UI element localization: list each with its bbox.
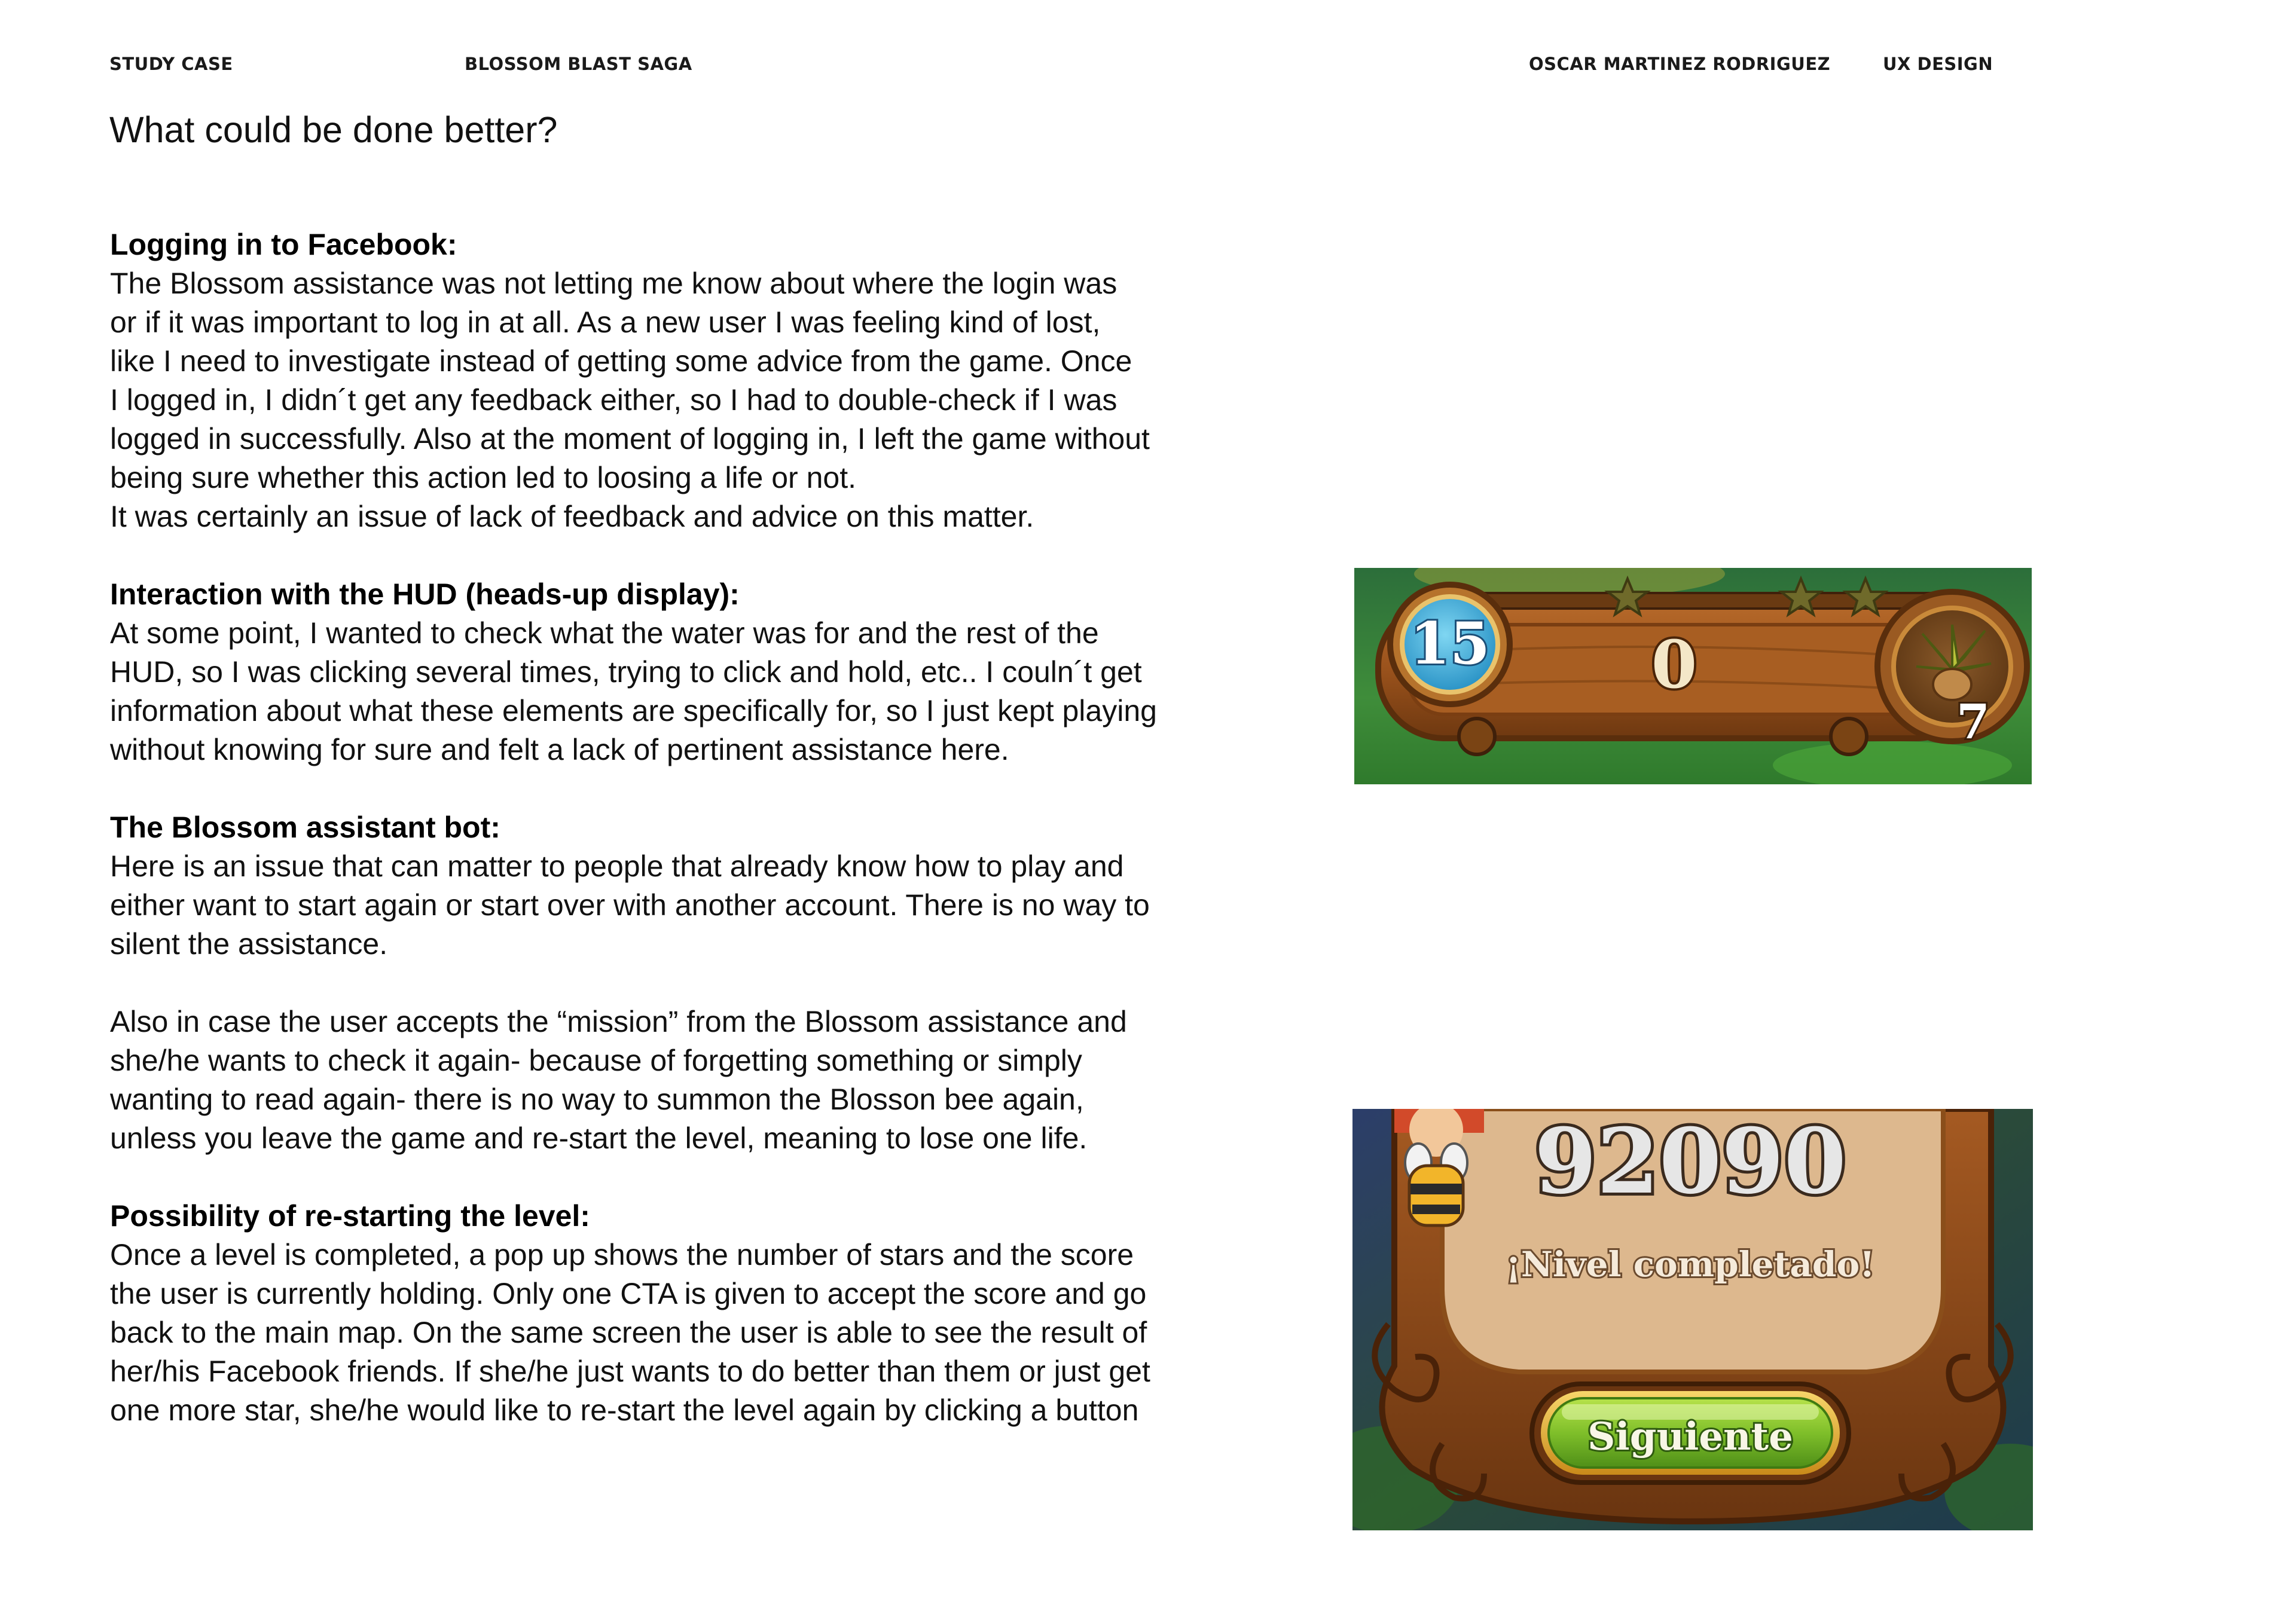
next-button[interactable]	[1532, 1384, 1849, 1483]
paragraph-line: Once a level is completed, a pop up shows the number of stars and the score	[110, 1238, 1134, 1271]
level-complete-message: ¡Nivel completado!	[1506, 1244, 1875, 1285]
paragraph-line: Here is an issue that can matter to people that already know how to play and	[110, 849, 1124, 883]
paragraph-line: either want to start again or start over with another account. There is no way to	[110, 888, 1150, 922]
paragraph-line: At some point, I wanted to check what the water was for and the rest of the	[110, 616, 1099, 650]
level-complete-popup-screenshot	[1352, 1109, 2033, 1530]
paragraph-line: logged in successfully. Also at the moment of logging in, I left the game without	[110, 422, 1150, 456]
paragraph-line: one more star, she/he would like to re-start the level again by clicking a button	[110, 1393, 1139, 1427]
paragraph-line: like I need to investigate instead of getting some advice from the game. Once	[110, 344, 1132, 378]
paragraph-line: back to the main map. On the same screen the user is able to see the result of	[110, 1316, 1147, 1349]
text-section	[110, 808, 1174, 964]
paragraph-line: or if it was important to log in at all. As a new user I was feeling kind of lost,	[110, 305, 1101, 339]
section-heading: Interaction with the HUD (heads-up display):	[110, 577, 740, 611]
paragraph-line: the user is currently holding. Only one CTA is given to accept the score and go	[110, 1277, 1147, 1310]
paragraph-line: I logged in, I didn´t get any feedback either, so I had to double-check if I was	[110, 383, 1118, 417]
header-study-case: STUDY CASE	[109, 54, 233, 74]
next-button-label: Siguiente	[1587, 1414, 1793, 1459]
paragraph-line: being sure whether this action led to loosing a life or not.	[110, 461, 856, 494]
text-section	[110, 225, 1174, 536]
paragraph-line: It was certainly an issue of lack of feedback and advice on this matter.	[110, 500, 1034, 533]
paragraph-line: information about what these elements are specifically for, so I just kept playing	[110, 694, 1157, 728]
text-section	[110, 1002, 1174, 1158]
target-count: 7	[1956, 693, 1990, 750]
header-discipline: UX DESIGN	[1883, 54, 1993, 74]
case-study-text	[110, 225, 1174, 1469]
section-heading: Logging in to Facebook:	[110, 228, 457, 261]
paragraph-line: her/his Facebook friends. If she/he just wants to do better than them or just get	[110, 1355, 1150, 1388]
final-score: 92090	[1534, 1109, 1846, 1214]
hud-screenshot	[1354, 568, 2032, 784]
text-section	[110, 575, 1174, 769]
text-section	[110, 1197, 1174, 1430]
score-value: 0	[1651, 626, 1697, 703]
paragraph-line: she/he wants to check it again- because of forgetting something or simply	[110, 1044, 1082, 1077]
page-title: What could be done better?	[109, 109, 558, 150]
paragraph-line: without knowing for sure and felt a lack of pertinent assistance here.	[110, 733, 1009, 766]
paragraph-line: wanting to read again- there is no way to summon the Blosson bee again,	[110, 1083, 1084, 1116]
paragraph-line: The Blossom assistance was not letting me know about where the login was	[110, 267, 1118, 300]
moves-count: 15	[1410, 610, 1490, 677]
section-heading: Possibility of re-starting the level:	[110, 1199, 590, 1233]
paragraph-line: unless you leave the game and re-start the level, meaning to lose one life.	[110, 1121, 1088, 1155]
paragraph-line: Also in case the user accepts the “mission” from the Blossom assistance and	[110, 1005, 1127, 1038]
paragraph-line: silent the assistance.	[110, 927, 388, 961]
section-heading: The Blossom assistant bot:	[110, 811, 500, 844]
header-project: BLOSSOM BLAST SAGA	[465, 54, 692, 74]
paragraph-line: HUD, so I was clicking several times, trying to click and hold, etc.. I couln´t get	[110, 655, 1142, 689]
header-author: OSCAR MARTINEZ RODRIGUEZ	[1529, 54, 1831, 74]
